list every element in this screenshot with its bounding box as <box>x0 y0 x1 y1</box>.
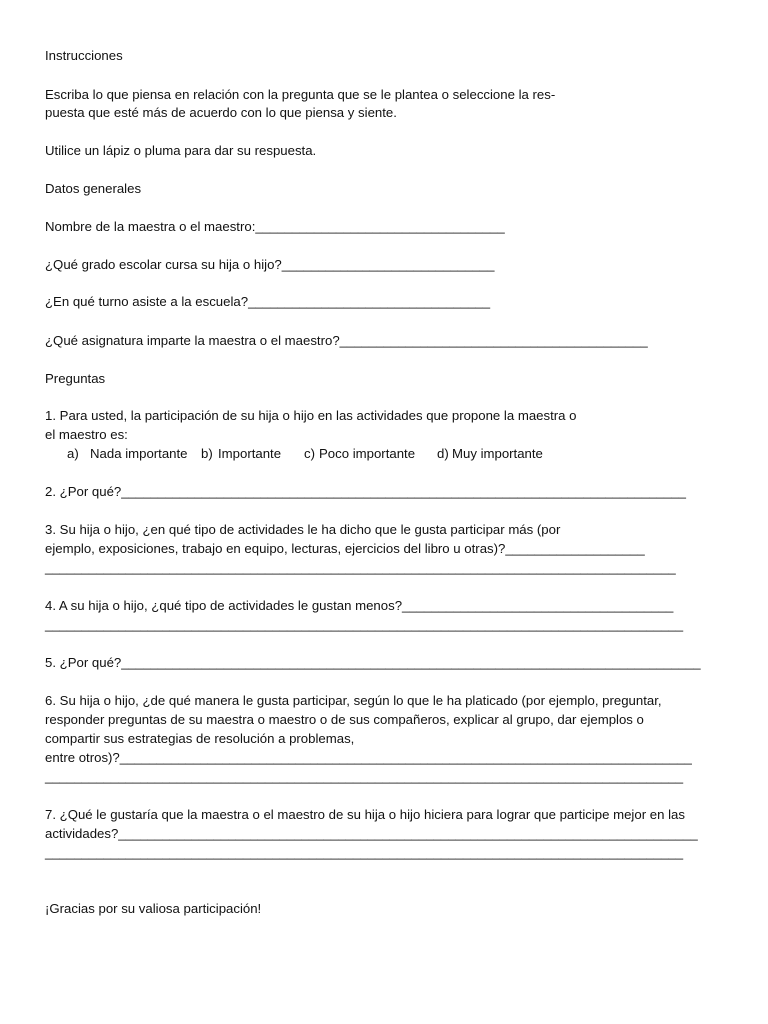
question-3-line-2: ejemplo, exposiciones, trabajo en equipo, lecturas, ejercicios del libro u otras)?___________________ <box>45 541 645 556</box>
option-c-letter: c) <box>304 446 315 461</box>
question-2: 2. ¿Por qué?_____________________________________________________________________________ <box>45 484 686 499</box>
question-3-answer-line: ______________________________________________________________________________________ <box>45 560 676 575</box>
option-d-letter: d) <box>437 446 449 461</box>
question-6-line-2: responder preguntas de su maestra o maestro o de sus compañeros, explicar al grupo, dar ejemplos o <box>45 712 644 727</box>
option-b-text: Importante <box>218 446 282 461</box>
question-1-line-1: 1. Para usted, la participación de su hija o hijo en las actividades que propone la maestra o <box>45 408 577 423</box>
question-7-answer-line: _______________________________________________________________________________________ <box>45 845 684 860</box>
general-data-heading: Datos generales <box>45 181 142 196</box>
subject-field: ¿Qué asignatura imparte la maestra o el maestro?__________________________________________ <box>45 333 648 348</box>
shift-field: ¿En qué turno asiste a la escuela?_________________________________ <box>45 294 491 309</box>
question-5: 5. ¿Por qué?_______________________________________________________________________________ <box>45 655 701 670</box>
questions-heading: Preguntas <box>45 371 106 386</box>
question-7-line-1: 7. ¿Qué le gustaría que la maestra o el maestro de su hija o hijo hiciera para lograr que participe mejor en las <box>45 807 685 822</box>
instructions-line-3: Utilice un lápiz o pluma para dar su respuesta. <box>45 143 317 158</box>
option-b-letter: b) <box>201 446 213 461</box>
question-6-line-1: 6. Su hija o hijo, ¿de qué manera le gusta participar, según lo que le ha platicado (por ejemplo, preguntar, <box>45 693 662 708</box>
question-4-answer-line: _______________________________________________________________________________________ <box>45 617 684 632</box>
instructions-line-2: puesta que esté más de acuerdo con lo que piensa y siente. <box>45 105 397 120</box>
question-7-line-2: actividades?_______________________________________________________________________________ <box>45 826 698 841</box>
teacher-name-field: Nombre de la maestra o el maestro:__________________________________ <box>45 219 505 234</box>
question-6-line-3: compartir sus estrategias de resolución a problemas, <box>45 731 355 746</box>
option-a-letter: a) <box>67 446 79 461</box>
question-3-line-1: 3. Su hija o hijo, ¿en qué tipo de actividades le ha dicho que le gusta participar más (por <box>45 522 561 537</box>
instructions-line-1: Escriba lo que piensa en relación con la pregunta que se le plantea o seleccione la res- <box>45 87 556 102</box>
grade-field: ¿Qué grado escolar cursa su hija o hijo?_____________________________ <box>45 257 495 272</box>
question-4-line-1: 4. A su hija o hijo, ¿qué tipo de actividades le gustan menos?_____________________________________ <box>45 598 674 613</box>
question-6-answer-line: _______________________________________________________________________________________ <box>45 769 684 784</box>
option-d-text: Muy importante <box>452 446 543 461</box>
instructions-heading: Instrucciones <box>45 48 123 63</box>
closing-message: ¡Gracias por su valiosa participación! <box>45 901 262 916</box>
option-c-text: Poco importante <box>319 446 416 461</box>
question-6-line-4: entre otros)?______________________________________________________________________________ <box>45 750 692 765</box>
question-1-line-2: el maestro es: <box>45 427 128 442</box>
option-a-text: Nada importante <box>90 446 188 461</box>
